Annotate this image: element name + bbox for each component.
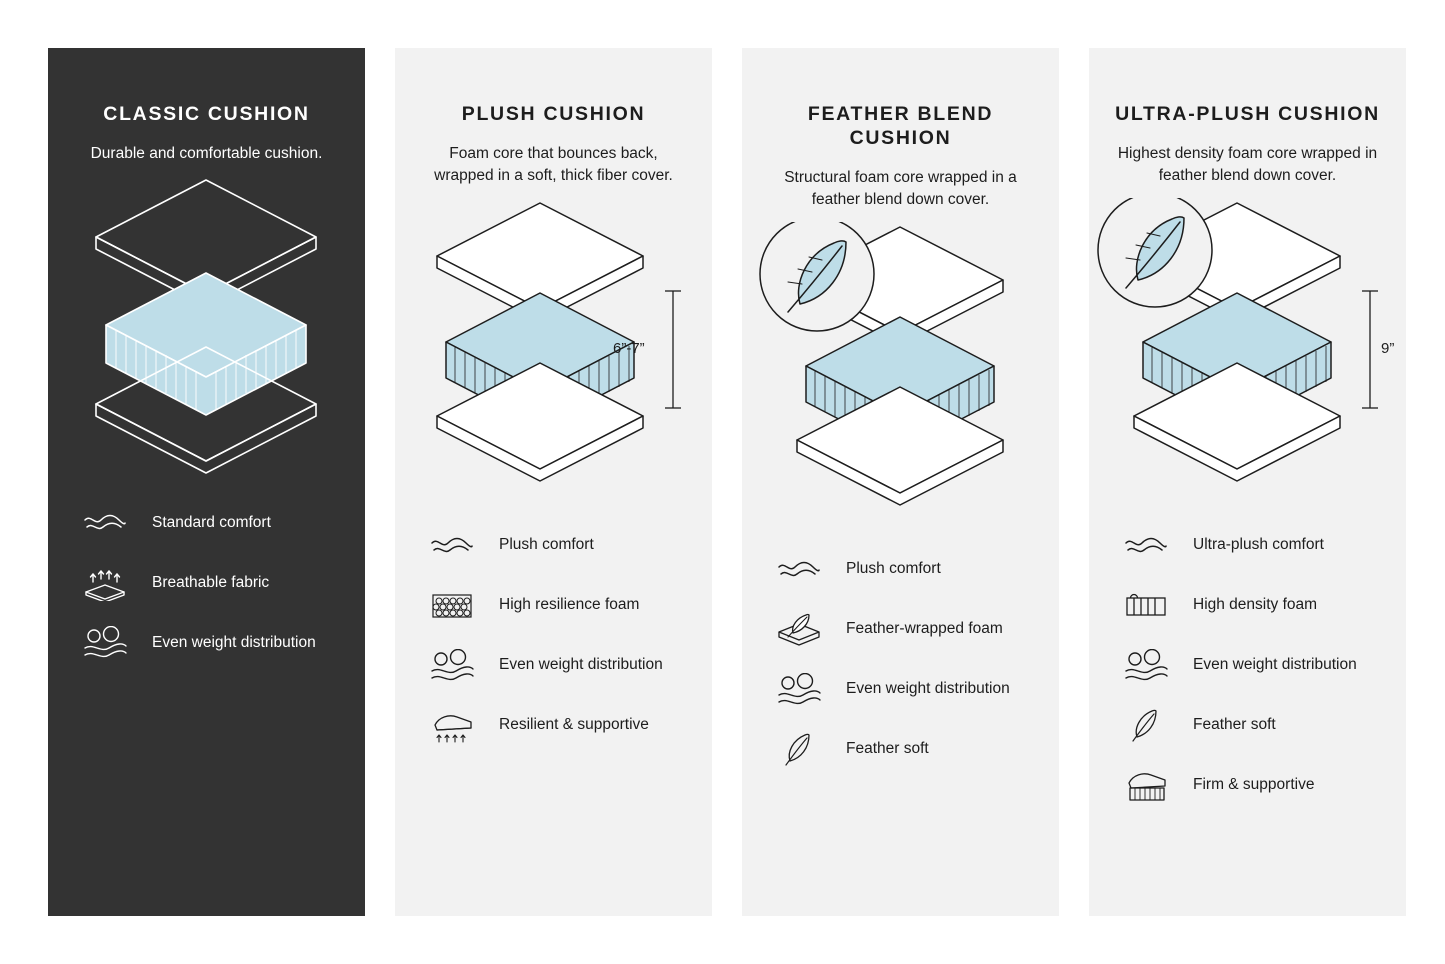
feature-item <box>1117 756 1378 816</box>
card-description: Structural foam core wrapped in a feather blend down cover. <box>784 168 1017 209</box>
even-weight-icon <box>76 626 134 660</box>
cushion-exploded-illustration <box>48 175 365 475</box>
feature-label: Even weight distribution <box>152 633 316 651</box>
wave-icon <box>1117 533 1175 559</box>
card-title: FEATHER BLEND CUSHION <box>807 103 994 149</box>
dimension-line <box>1362 291 1378 408</box>
feature-list <box>742 540 1059 780</box>
resilient-support-icon <box>423 708 481 744</box>
feature-item <box>770 660 1031 720</box>
card-description: Durable and comfortable cushion. <box>90 144 323 162</box>
firm-support-icon <box>1117 768 1175 804</box>
cushion-card-plush[interactable] <box>395 48 712 916</box>
cushion-card-classic[interactable] <box>48 48 365 916</box>
cushion-layers-diagram <box>1089 198 1406 498</box>
feature-label: Breathable fabric <box>152 573 270 591</box>
feather-badge-icon <box>1098 198 1212 307</box>
feature-label: Firm & supportive <box>1193 776 1315 794</box>
feature-item <box>1117 696 1378 756</box>
feature-list <box>48 493 365 673</box>
feature-label: High density foam <box>1193 596 1318 614</box>
breathable-fabric-icon <box>76 565 134 601</box>
feather-icon <box>770 731 828 769</box>
feature-item <box>423 696 684 756</box>
feature-label: Ultra-plush comfort <box>1193 536 1324 554</box>
cushion-card-ultra-plush[interactable] <box>1089 48 1406 916</box>
card-title: PLUSH CUSHION <box>461 103 646 125</box>
feature-label: Feather-wrapped foam <box>846 620 1003 638</box>
even-weight-icon <box>423 649 481 683</box>
cushion-card-feather-blend[interactable] <box>742 48 1059 916</box>
card-description: Highest density foam core wrapped in feather blend down cover. <box>1117 144 1378 185</box>
feature-item <box>76 493 337 553</box>
wave-icon <box>423 533 481 559</box>
feature-label: Even weight distribution <box>846 680 1010 698</box>
cushion-layers-diagram <box>395 198 712 498</box>
feature-item <box>423 636 684 696</box>
high-density-foam-icon <box>1117 591 1175 621</box>
honeycomb-foam-icon <box>423 589 481 623</box>
feature-label: Even weight distribution <box>1193 656 1357 674</box>
feather-wrapped-foam-icon <box>770 612 828 648</box>
cushion-exploded-illustration <box>1089 198 1406 498</box>
feature-list <box>395 516 712 756</box>
feature-item <box>1117 636 1378 696</box>
feature-list <box>1089 516 1406 816</box>
feature-item <box>1117 516 1378 576</box>
feature-item <box>770 540 1031 600</box>
feature-label: Even weight distribution <box>499 656 663 674</box>
feature-item <box>1117 576 1378 636</box>
dimension-label: 9” <box>1381 339 1395 357</box>
feature-label: Plush comfort <box>499 536 594 554</box>
cushion-layers-diagram <box>742 222 1059 522</box>
feather-badge-icon <box>760 222 874 331</box>
feature-item <box>770 600 1031 660</box>
feature-item <box>76 613 337 673</box>
card-title: CLASSIC CUSHION <box>103 103 310 125</box>
feature-item <box>423 576 684 636</box>
cushion-exploded-illustration <box>395 198 712 498</box>
feather-icon <box>1117 707 1175 745</box>
dimension-line <box>665 291 681 408</box>
feature-label: Plush comfort <box>846 560 941 578</box>
dimension-label-wrap <box>613 340 645 357</box>
card-title: ULTRA-PLUSH CUSHION <box>1115 103 1380 125</box>
feature-item <box>770 720 1031 780</box>
cushion-exploded-illustration <box>742 222 1059 522</box>
feature-item <box>76 553 337 613</box>
feature-label: High resilience foam <box>499 596 640 614</box>
feature-label: Standard comfort <box>152 513 271 531</box>
cushion-layers-diagram <box>48 175 365 475</box>
feature-label: Resilient & supportive <box>499 716 649 734</box>
feature-label: Feather soft <box>1193 716 1276 734</box>
card-description: Foam core that bounces back, wrapped in a soft, thick fiber cover. <box>434 144 673 185</box>
dimension-label-wrap <box>1381 340 1394 357</box>
even-weight-icon <box>1117 649 1175 683</box>
feature-label: Feather soft <box>846 740 929 758</box>
feature-item <box>423 516 684 576</box>
even-weight-icon <box>770 673 828 707</box>
wave-icon <box>770 557 828 583</box>
wave-icon <box>76 510 134 536</box>
dimension-label: 6”-7” <box>613 339 645 357</box>
